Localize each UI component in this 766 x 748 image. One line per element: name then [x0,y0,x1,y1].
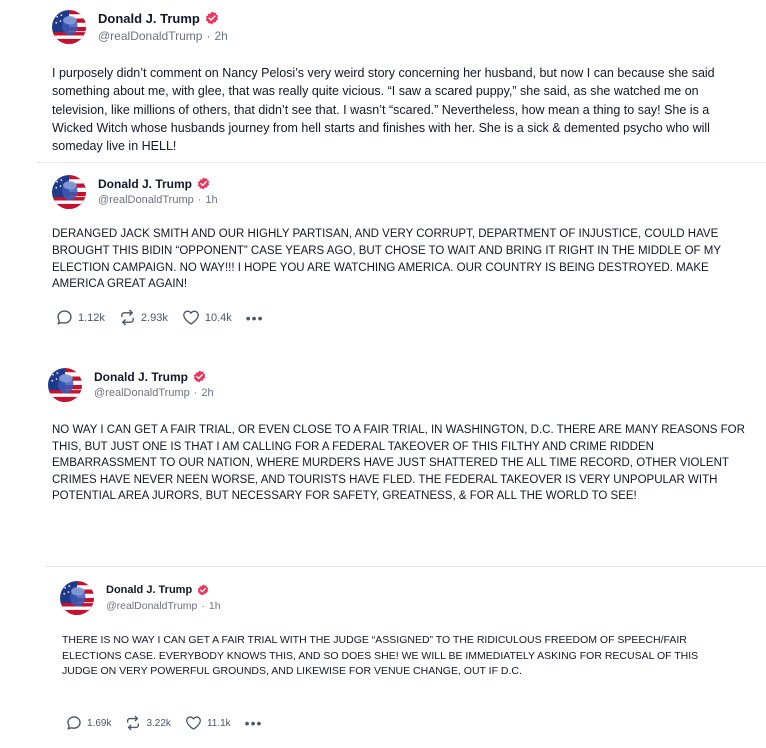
avatar[interactable] [52,175,86,209]
post-time[interactable]: 1h [205,194,218,207]
post-text: DERANGED JACK SMITH AND OUR HIGHLY PARTISAN, AND VERY CORRUPT, DEPARTMENT OF INJUSTICE, COULD HAVE BROUGHT THIS BIDIN “OPPONENT” CASE YEARS AGO, BUT CHOSE TO WAIT AND BRING IT RIGHT IN THE MIDDLE OF MY ELECTION CAMPAIGN. NO WAY!!! I HOPE YOU ARE WATCHING AMERICA. OUR COUNTRY IS BEING DESTROYED. MAKE AMERICA GREAT AGAIN! [52,228,721,291]
post-2[interactable]: Donald J. Trump @realDonaldTrump · 1h DERANGED JACK SMITH AND OUR HIGHLY PARTISAN, AND VERY CORRUPT, DEPARTMENT OF INJUSTICE, COULD HAVE BROUGHT THIS BIDIN “OPPONENT” CASE YEARS AGO, BUT CHOSE TO WAIT AND BRING IT RIGHT IN THE MIDDLE OF MY ELECTION CAMPAIGN. NO WAY!!! I HOPE YOU ARE WATCHING AMERICA. OUR COUNTRY IS BEING DESTROYED. MAKE AMERICA GREAT AGAIN! 1.12k 2.93k 10.4k ••• [36,162,766,339]
verified-badge-icon [193,370,206,383]
verified-badge-icon [197,584,209,596]
avatar[interactable] [48,368,82,402]
more-options-button[interactable] [245,716,263,730]
reply-count: 1.69k [87,717,112,729]
post-time[interactable]: 2h [214,29,228,44]
post-time[interactable]: 2h [201,387,214,400]
author-name[interactable]: Donald J. Trump [106,583,193,596]
like-button[interactable] [182,309,232,326]
speech-bubble-icon [66,715,82,731]
post-1[interactable]: Donald J. Trump @realDonaldTrump · 2h I purposely didn’t comment on Nancy Pelosi’s very weird story concerning her husband, but now I can because she said something about me, with glee, that was really quite vicious. “I saw a scared puppy,” she said, as she watched me on television, like millions of others, that didn’t see that. I wasn’t “scared.” Nevertheless, how mean a thing to say! She is a Wicked Witch whose husbands journey from hell starts and finishes with her. She is a sick & demented psycho who will someday live in HELL! [0,0,766,158]
like-count: 10.4k [204,311,232,324]
author-handle[interactable]: @realDonaldTrump [94,387,190,400]
avatar[interactable] [60,581,94,615]
like-count: 11.1k [206,717,231,729]
repost-arrows-icon [119,309,136,326]
author-name[interactable]: Donald J. Trump [98,176,193,191]
more-options-button[interactable] [246,311,264,325]
verified-badge-icon [205,11,219,25]
avatar[interactable] [52,10,86,44]
heart-icon [182,309,200,326]
post-text: THERE IS NO WAY I CAN GET A FAIR TRIAL WITH THE JUDGE “ASSIGNED” TO THE RIDICULOUS FREEDOM OF SPEECH/FAIR ELECTIONS CASE. EVERYBODY KNOWS THIS, AND SO DOES SHE! WE WILL BE IMMEDIATELY ASKING FOR RECUSAL OF THIS JUDGE ON VERY POWERFUL GROUNDS, AND LIKEWISE FOR VENUE CHANGE, OUT IF D.C. [62,634,699,678]
reply-button[interactable] [56,309,105,326]
post-text: NO WAY I CAN GET A FAIR TRIAL, OR EVEN CLOSE TO A FAIR TRIAL, IN WASHINGTON, D.C. THERE ARE MANY REASONS FOR THIS, BUT JUST ONE IS THAT I AM CALLING FOR A FEDERAL TAKEOVER OF THIS FILTHY AND CRIME RIDDEN EMBARRASSMENT TO OUR NATION, WHERE MURDERS HAVE JUST SHATTERED THE ALL TIME RECORD, OTHER VIOLENT CRIMES HAVE NEVER NEEN WORSE, AND TOURISTS HAVE FLED. THE FEDERAL TAKEOVER IS VERY UNPOPULAR WITH POTENTIAL AREA JURORS, BUT NECESSARY FOR SAFETY, GREATNESS, & FOR ALL THE WORLD TO SEE! [52,424,745,503]
author-handle[interactable]: @realDonaldTrump [98,194,194,207]
post-time[interactable]: 1h [208,599,221,612]
author-handle[interactable]: @realDonaldTrump [98,29,203,44]
post-3[interactable]: Donald J. Trump @realDonaldTrump · 2h NO WAY I CAN GET A FAIR TRIAL, OR EVEN CLOSE TO A FAIR TRIAL, IN WASHINGTON, D.C. THERE ARE MANY REASONS FOR THIS, BUT JUST ONE IS THAT I AM CALLING FOR A FEDERAL TAKEOVER OF THIS FILTHY AND CRIME RIDDEN EMBARRASSMENT TO OUR NATION, WHERE MURDERS HAVE JUST SHATTERED THE ALL TIME RECORD, OTHER VIOLENT CRIMES HAVE NEVER NEEN WORSE, AND TOURISTS HAVE FLED. THE FEDERAL TAKEOVER IS VERY UNPOPULAR WITH POTENTIAL AREA JURORS, BUT NECESSARY FOR SAFETY, GREATNESS, & FOR ALL THE WORLD TO SEE! [36,356,766,546]
author-name[interactable]: Donald J. Trump [94,369,189,384]
repost-arrows-icon [125,715,141,731]
speech-bubble-icon [56,309,73,326]
post-4[interactable]: Donald J. Trump @realDonaldTrump · 1h THERE IS NO WAY I CAN GET A FAIR TRIAL WITH THE JUDGE “ASSIGNED” TO THE RIDICULOUS FREEDOM OF SPEECH/FAIR ELECTIONS CASE. EVERYBODY KNOWS THIS, AND SO DOES SHE! WE WILL BE IMMEDIATELY ASKING FOR RECUSAL OF THIS JUDGE ON VERY POWERFUL GROUNDS, AND LIKEWISE FOR VENUE CHANGE, OUT IF D.C. 1.69k 3.22k 11.1k ••• [46,566,766,748]
ellipsis-icon: ••• [245,309,264,326]
reply-count: 1.12k [78,311,105,324]
repost-button[interactable] [119,309,168,326]
verified-badge-icon [197,177,210,190]
like-button[interactable] [185,715,231,731]
repost-count: 3.22k [146,717,171,729]
repost-count: 2.93k [140,311,168,324]
ellipsis-icon: ••• [244,715,263,731]
author-name[interactable]: Donald J. Trump [98,10,200,26]
author-handle[interactable]: @realDonaldTrump [106,599,198,612]
post-text: I purposely didn’t comment on Nancy Pelosi’s very weird story concerning her husband, but now I can because she said something about me, with glee, that was really quite vicious. “I saw a scared puppy,” she said, as she watched me on television, like millions of others, that didn’t see that. I wasn’t “scared.” Nevertheless, how mean a thing to say! She is a Wicked Witch whose husbands journey from hell starts and finishes with her. She is a sick & demented psycho who will someday live in HELL! [52,66,715,154]
repost-button[interactable] [125,715,170,731]
reply-button[interactable] [66,715,111,731]
heart-icon [185,715,202,731]
